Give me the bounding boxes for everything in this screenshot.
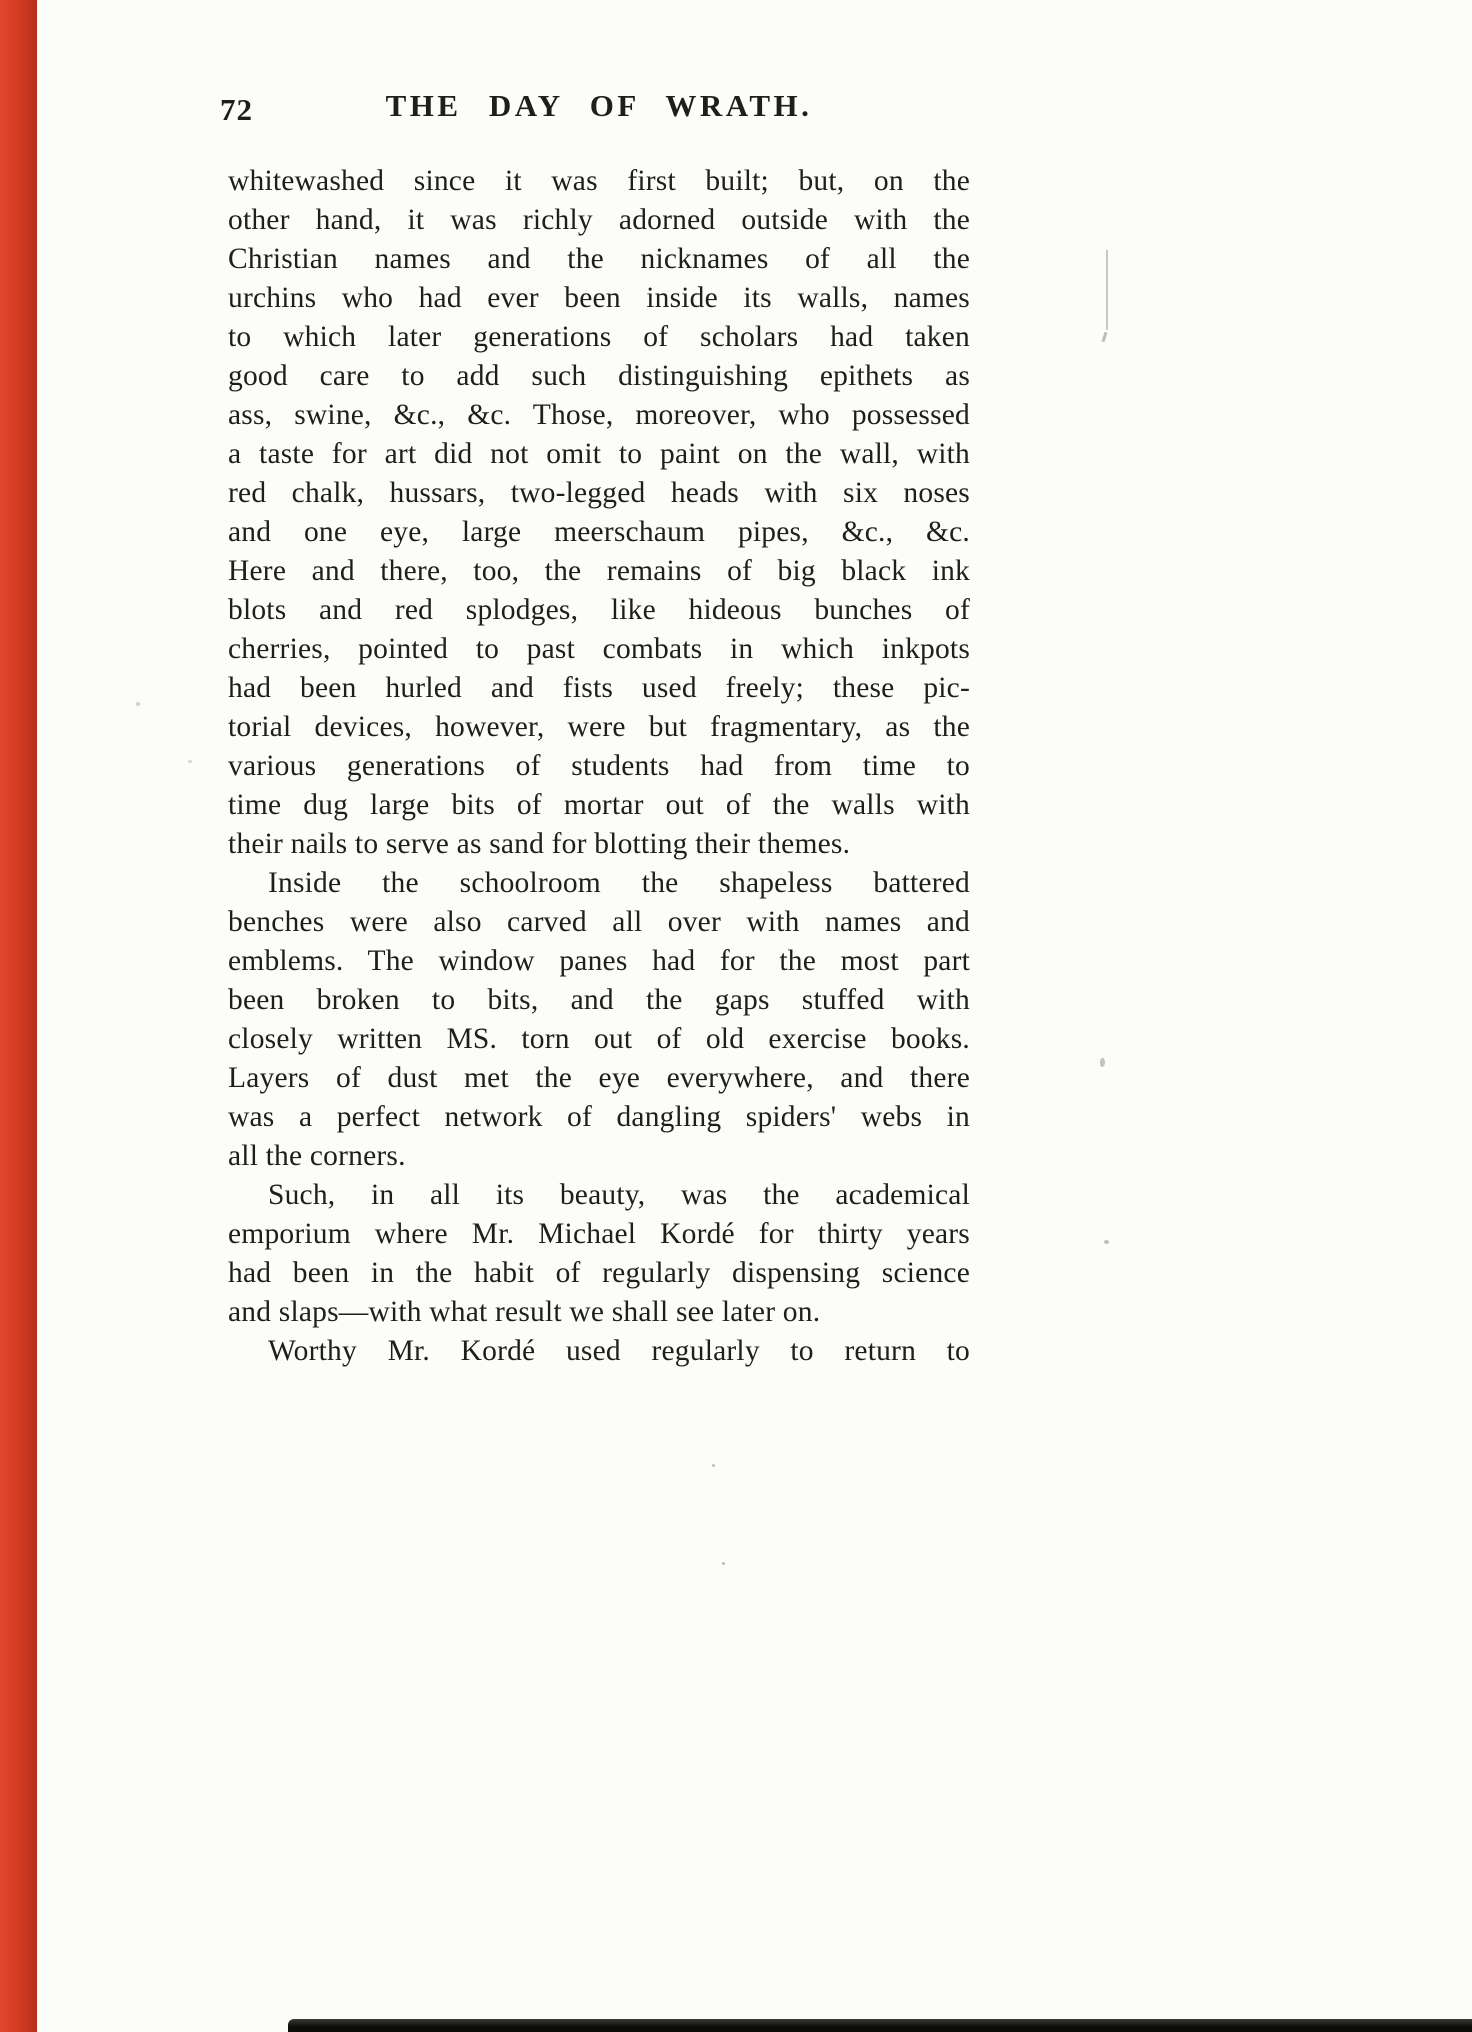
text-line: Such, in all its beauty, was the academical bbox=[268, 1179, 970, 1211]
paragraph bbox=[228, 162, 970, 864]
text-line: Christian names and the nicknames of all the bbox=[228, 243, 970, 275]
text-line: Inside the schoolroom the shapeless battered bbox=[268, 867, 970, 899]
text-line: all the corners. bbox=[228, 1140, 406, 1172]
text-line: to which later generations of scholars had taken bbox=[228, 321, 970, 353]
scan-artifact bbox=[1106, 250, 1108, 330]
paragraph bbox=[228, 1176, 970, 1332]
text-line: was a perfect network of dangling spiders' webs in bbox=[228, 1101, 970, 1133]
book-spine-edge bbox=[0, 0, 37, 2032]
scan-artifact bbox=[188, 760, 192, 763]
text-line: cherries, pointed to past combats in which inkpots bbox=[228, 633, 970, 665]
text-line: other hand, it was richly adorned outside with the bbox=[228, 204, 970, 236]
text-line: emblems. The window panes had for the most part bbox=[228, 945, 970, 977]
scanner-bottom-edge bbox=[288, 2019, 1472, 2032]
text-line: Here and there, too, the remains of big black ink bbox=[228, 555, 970, 587]
page-content bbox=[220, 86, 970, 1371]
text-line: Layers of dust met the eye everywhere, and there bbox=[228, 1062, 970, 1094]
text-line: a taste for art did not omit to paint on the wall, with bbox=[228, 438, 970, 470]
text-line: benches were also carved all over with names and bbox=[228, 906, 970, 938]
scan-artifact bbox=[712, 1464, 715, 1467]
page-body bbox=[228, 162, 970, 1371]
scan-artifact bbox=[1100, 1058, 1105, 1067]
text-line: had been in the habit of regularly dispensing science bbox=[228, 1257, 970, 1289]
text-line: red chalk, hussars, two-legged heads with six noses bbox=[228, 477, 970, 509]
paragraph bbox=[228, 1332, 970, 1371]
paragraph bbox=[228, 864, 970, 1176]
text-line: urchins who had ever been inside its walls, names bbox=[228, 282, 970, 314]
text-line: ass, swine, &c., &c. Those, moreover, who possessed bbox=[228, 399, 970, 431]
scan-artifact bbox=[722, 1562, 725, 1565]
page-header bbox=[220, 86, 970, 136]
text-line: time dug large bits of mortar out of the walls with bbox=[228, 789, 970, 821]
text-line: and one eye, large meerschaum pipes, &c., &c. bbox=[228, 516, 970, 548]
text-line: been broken to bits, and the gaps stuffed with bbox=[228, 984, 970, 1016]
scan-artifact bbox=[136, 702, 140, 706]
scan-artifact bbox=[1104, 1240, 1109, 1244]
text-line: blots and red splodges, like hideous bunches of bbox=[228, 594, 970, 626]
text-line: their nails to serve as sand for blotting their themes. bbox=[228, 828, 851, 860]
text-line: closely written MS. torn out of old exercise books. bbox=[228, 1023, 970, 1055]
text-line: and slaps—with what result we shall see later on. bbox=[228, 1296, 821, 1328]
text-line: various generations of students had from time to bbox=[228, 750, 970, 782]
running-title: THE DAY OF WRATH. bbox=[385, 88, 813, 123]
text-line: torial devices, however, were but fragmentary, as the bbox=[228, 711, 970, 743]
text-line: emporium where Mr. Michael Kordé for thirty years bbox=[228, 1218, 970, 1250]
page-number: 72 bbox=[220, 92, 253, 127]
text-line: whitewashed since it was first built; but, on the bbox=[228, 165, 970, 197]
text-line: Worthy Mr. Kordé used regularly to return to bbox=[268, 1335, 970, 1367]
scan-artifact bbox=[1102, 332, 1108, 342]
text-line: good care to add such distinguishing epithets as bbox=[228, 360, 970, 392]
text-line: had been hurled and fists used freely; these pic- bbox=[228, 672, 970, 704]
